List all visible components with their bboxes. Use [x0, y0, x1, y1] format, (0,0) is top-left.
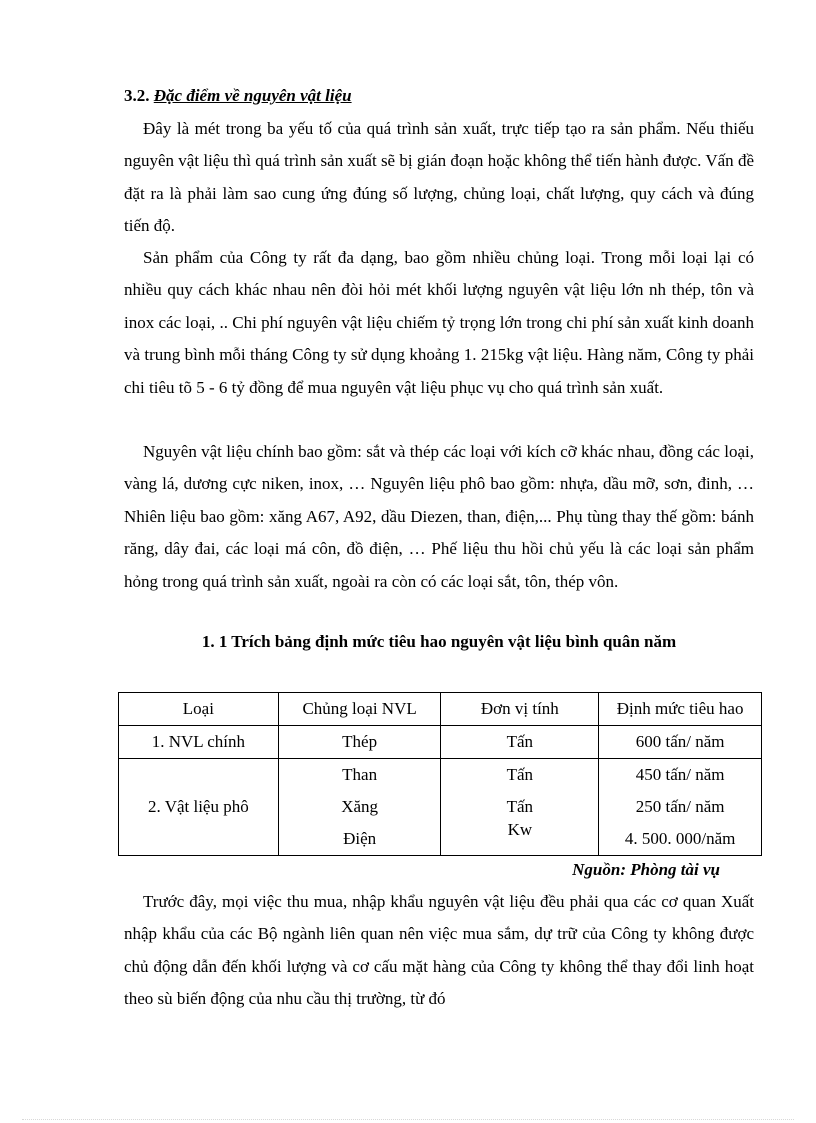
header-cell-norm: Định mức tiêu hao [599, 693, 762, 726]
material-item: Xăng [341, 797, 379, 816]
cell-units [441, 759, 599, 856]
cell-type: 2. Vật liệu phô [119, 759, 279, 856]
material-item: Điện [343, 829, 377, 848]
table-source: Nguồn: Phòng tài vụ [572, 860, 720, 879]
section-number: 3.2. [124, 86, 150, 105]
header-cell-unit: Đơn vị tính [441, 693, 599, 726]
cell-norm: 600 tấn/ năm [599, 726, 762, 759]
unit-item: Tấn [506, 797, 534, 816]
paragraph-3: Nguyên vật liệu chính bao gồm: sắt và thép các loại với kích cỡ khác nhau, đồng các loại, vàng lá, dương cực niken, inox, … Nguyên liệu phô bao gồm: nhựa, dầu mỡ, sơn, đinh, … Nhiên liệu bao gồm: xăng A67, A92, dầu Diezen, than, điện,... Phụ tùng thay thế gồm: bánh răng, dây đai, các loại má côn, đồ điện, … Phế liệu thu hồi chủ yếu là các loại sản phẩm hỏng trong quá trình sản xuất, ngoài ra còn có các loại sắt, tôn, thép vôn. [124, 442, 754, 591]
unit-item: Tấn [506, 765, 534, 784]
paragraph-1: Đây là mét trong ba yếu tố của quá trình sản xuất, trực tiếp tạo ra sản phẩm. Nếu thiếu nguyên vật liệu thì quá trình sản xuất sẽ bị gián đoạn hoặc không thể tiến hành được. Vấn đề đặt ra là phải làm sao cung ứng đúng số lượng, chủng loại, chất lượng, quy cách và đúng tiến độ. [124, 119, 754, 236]
cell-norms [599, 759, 762, 856]
section-heading [124, 86, 352, 106]
cell-material: Thép [278, 726, 441, 759]
cell-unit: Tấn [441, 726, 599, 759]
paragraph-4: Trước đây, mọi việc thu mua, nhập khẩu nguyên vật liệu đều phải qua các cơ quan Xuất nhập khẩu của các Bộ ngành liên quan nên việc mua sắm, dự trữ của Công ty không được chủ động dẫn đến khối lượng và cơ cấu mặt hàng của Công ty không thể thay đổi linh hoạt theo sù biến động của nhu cầu thị trường, từ đó [124, 892, 754, 1009]
norm-item: 450 tấn/ năm [635, 765, 725, 784]
table-header-row [119, 693, 762, 726]
section-title: Đặc điểm về nguyên vật liệu [153, 86, 352, 105]
paragraph-2: Sản phẩm của Công ty rất đa dạng, bao gồm nhiều chủng loại. Trong mỗi loại lại có nhiều quy cách khác nhau nên đòi hỏi mét khối lượng nguyên vật liệu lớn nh thép, tôn và inox các loại, .. Chi phí nguyên vật liệu chiếm tỷ trọng lớn trong chi phí sản xuất kinh doanh và trung bình mỗi tháng Công ty sử dụng khoảng 1. 215kg vật liệu. Hàng năm, Công ty phải chi tiêu tõ 5 - 6 tỷ đồng để mua nguyên vật liệu phục vụ cho quá trình sản xuất. [124, 248, 754, 397]
table-row [119, 726, 762, 759]
material-item: Than [342, 765, 378, 784]
header-cell-type: Loại [119, 693, 279, 726]
norm-item: 4. 500. 000/năm [624, 829, 736, 848]
unit-item: Kw [507, 820, 533, 839]
cell-materials [278, 759, 441, 856]
table-title: 1. 1 Trích bảng định mức tiêu hao nguyên vật liệu bình quân năm [201, 632, 677, 651]
header-cell-material: Chủng loại NVL [278, 693, 441, 726]
material-norms-table [118, 692, 762, 856]
table-row [119, 759, 762, 856]
norm-item: 250 tấn/ năm [635, 797, 725, 816]
page-bottom-border [22, 1119, 794, 1120]
cell-type: 1. NVL chính [119, 726, 279, 759]
